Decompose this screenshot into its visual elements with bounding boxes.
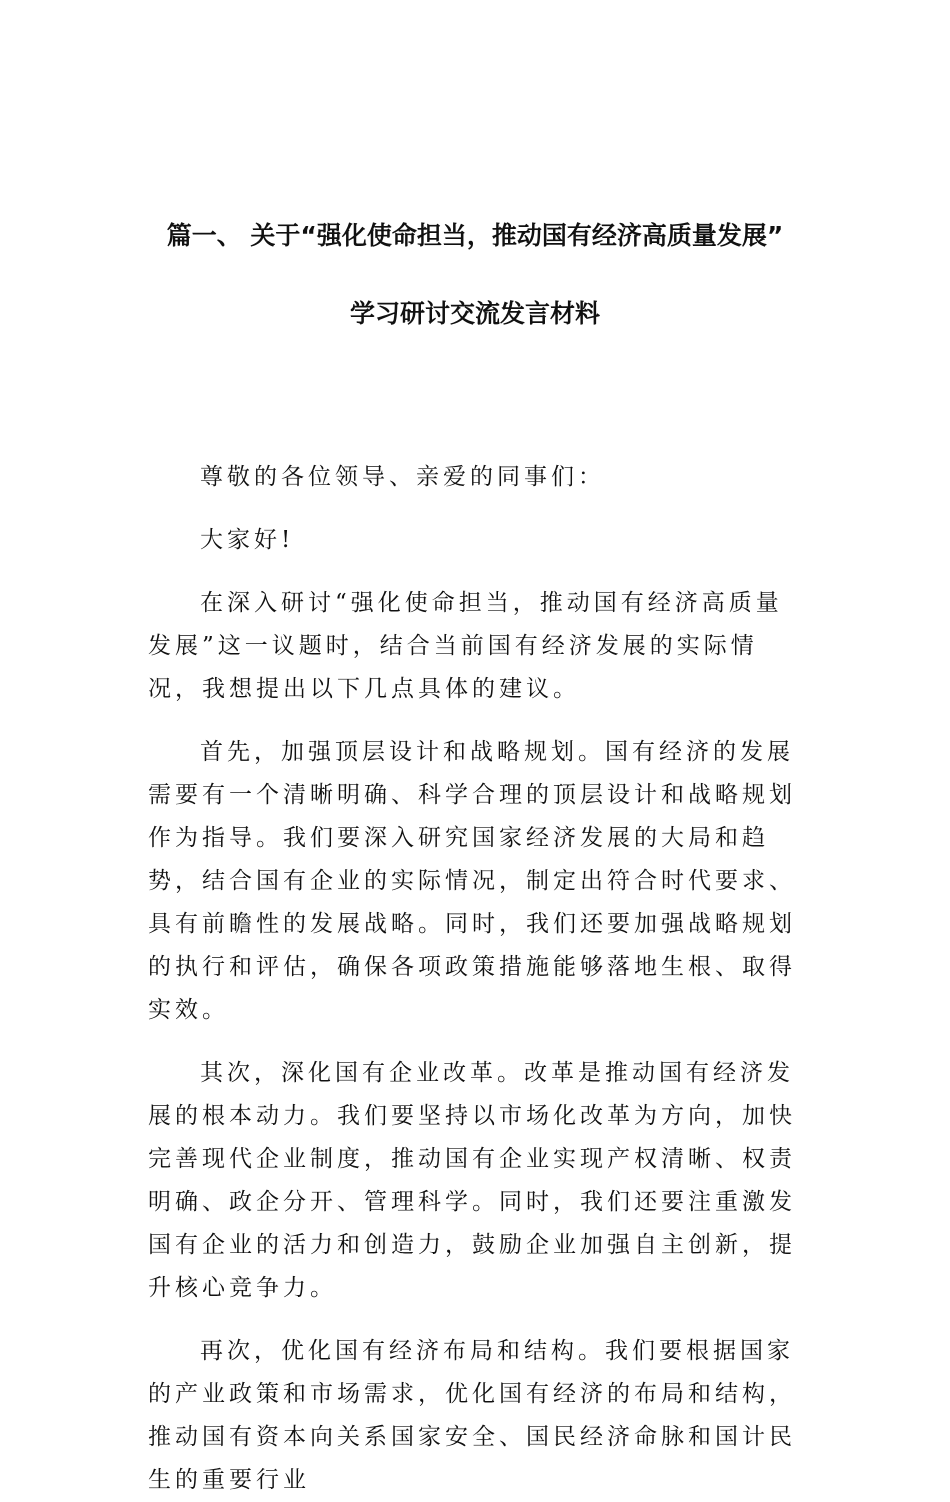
paragraph-second: 其次，深化国有企业改革。改革是推动国有经济发展的根本动力。我们要坚持以市场化改革为方向，加快完善现代企业制度，推动国有企业实现产权清晰、权责明确、政企分开、管理科学。同时，我们还要注重激发国有企业的活力和创造力，鼓励企业加强自主创新，提升核心竞争力。 — [148, 1060, 796, 1301]
greeting: 大家好! — [200, 527, 295, 553]
document-body — [148, 456, 808, 1502]
paragraph-third: 再次，优化国有经济布局和结构。我们要根据国家的产业政策和市场需求，优化国有经济的布局和结构，推动国有资本向关系国家安全、国民经济命脉和国计民生的重要行业 — [148, 1338, 796, 1493]
paragraph-first: 首先，加强顶层设计和战略规划。国有经济的发展需要有一个清晰明确、科学合理的顶层设计和战略规划作为指导。我们要深入研究国家经济发展的大局和趋势，结合国有企业的实际情况，制定出符合时代要求、具有前瞻性的发展战略。同时，我们还要加强战略规划的执行和评估，确保各项政策措施能够落地生根、取得实效。 — [148, 739, 796, 1023]
document-title-line-1: 篇一、 关于“强化使命担当，推动国有经济高质量发展” — [166, 221, 784, 250]
document-title-line-2: 学习研讨交流发言材料 — [349, 299, 600, 328]
salutation: 尊敬的各位领导、亲爱的同事们： — [200, 464, 605, 490]
paragraph-intro: 在深入研讨“强化使命担当，推动国有经济高质量发展”这一议题时，结合当前国有经济发展的实际情况，我想提出以下几点具体的建议。 — [148, 590, 783, 702]
